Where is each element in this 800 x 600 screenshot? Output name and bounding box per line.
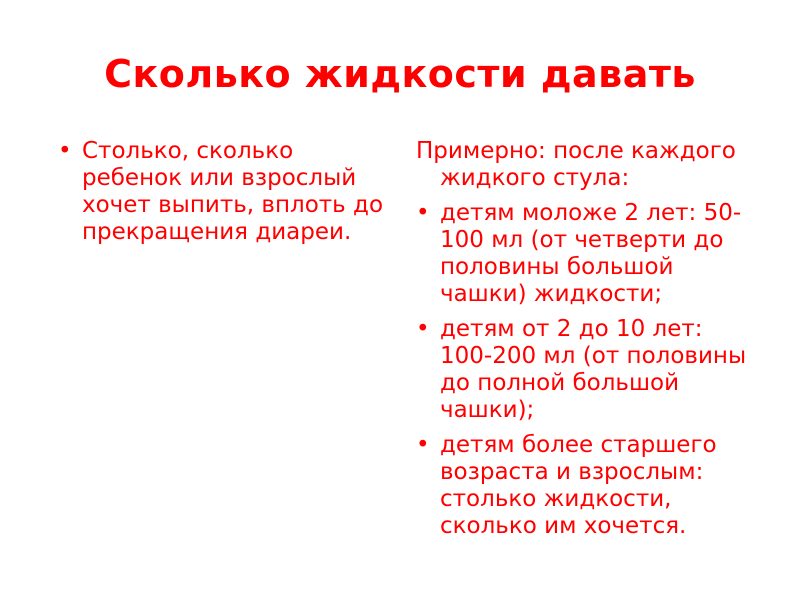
right-column-intro: Примерно: после каждого жидкого стула:: [416, 138, 736, 191]
bullet-icon: •: [416, 432, 430, 458]
list-item-text: детям моложе 2 лет: 50-100 мл (от четверти до половины большой чашки) жидкости;: [440, 200, 742, 307]
left-bullet-list: [58, 138, 388, 246]
bullet-icon: •: [416, 200, 430, 226]
list-item: [58, 138, 388, 246]
list-item: [416, 316, 756, 424]
list-item-text: Столько, сколько ребенок или взрослый хочет выпить, вплоть до прекращения диареи.: [82, 138, 384, 245]
list-item: [416, 200, 756, 308]
right-bullet-list: [416, 200, 756, 540]
right-column: [416, 138, 756, 548]
list-item-text: детям более старшего возраста и взрослым: столько жидкости, сколько им хочется.: [440, 432, 717, 539]
bullet-icon: •: [416, 316, 430, 342]
list-item: [416, 432, 756, 540]
bullet-icon: •: [58, 138, 72, 164]
left-column: [58, 138, 388, 254]
list-item-text: детям от 2 до 10 лет: 100-200 мл (от половины до полной большой чашки);: [440, 316, 747, 423]
slide-title: Сколько жидкости давать: [104, 52, 696, 96]
